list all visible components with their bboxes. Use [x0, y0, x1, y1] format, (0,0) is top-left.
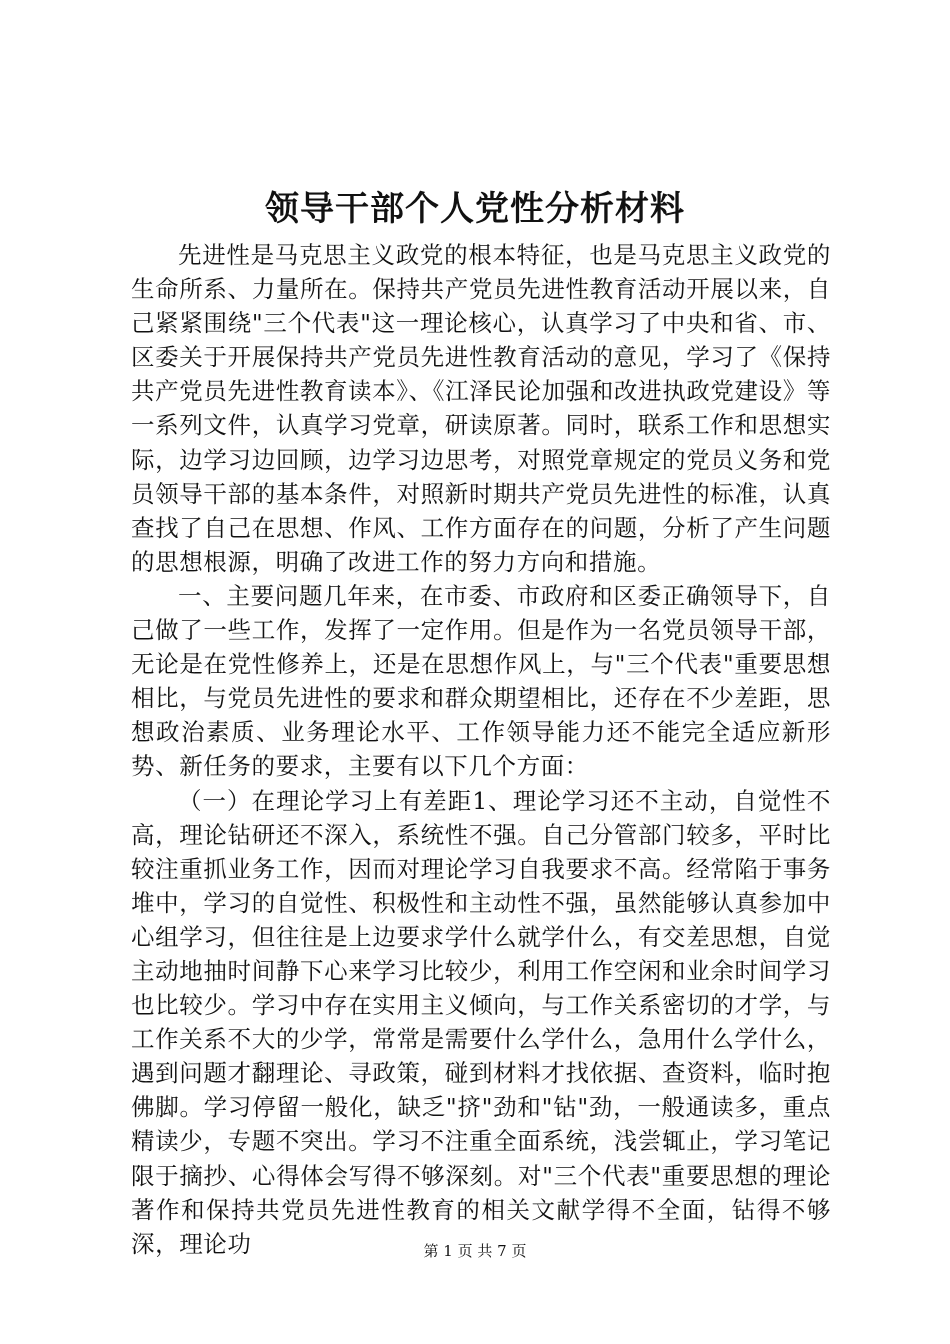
paragraph-theory-study: （一）在理论学习上有差距1、理论学习还不主动，自觉性不高，理论钻研还不深入，系统性不强。自己分管部门较多，平时比较注重抓业务工作，因而对理论学习自我要求不高。经常陷于事务堆中，学习的自觉性、积极性和主动性不强，虽然能够认真参加中心组学习，但往往是上边要求学什么就学什么，有交差思想，自觉主动地抽时间静下心来学习比较少，利用工作空闲和业余时间学习也比较少。学习中存在实用主义倾向，与工作关系密切的才学，与工作关系不大的少学，常常是需要什么学什么，急用什么学什么，遇到问题才翻理论、寻政策，碰到材料才找依据、查资料，临时抱佛脚。学习停留一般化，缺乏"挤"劲和"钻"劲，一般通读多，重点精读少，专题不突出。学习不注重全面系统，浅尝辄止，学习笔记限于摘抄、心得体会写得不够深刻。对"三个代表"重要思想的理论著作和保持共党员先进性教育的相关文献学得不全面，钻得不够深，理论功: [131, 786, 831, 1258]
paragraph-intro: 先进性是马克思主义政党的根本特征，也是马克思主义政党的生命所系、力量所在。保持共产党员先进性教育活动开展以来，自己紧紧围绕"三个代表"这一理论核心，认真学习了中央和省、市、区委关于开展保持共产党员先进性教育活动的意见，学习了《保持共产党员先进性教育读本》、《江泽民论加强和改进执政党建设》等一系列文件，认真学习党章，研读原著。同时，联系工作和思想实际，边学习边回顾，边学习边思考，对照党章规定的党员义务和党员领导干部的基本条件，对照新时期共产党员先进性的标准，认真查找了自己在思想、作风、工作方面存在的问题，分析了产生问题的思想根源，明确了改进工作的努力方向和措施。: [131, 241, 831, 576]
document-title: 领导干部个人党性分析材料: [265, 189, 685, 229]
document-body: [131, 238, 831, 1261]
paragraph-main-problems: 一、主要问题几年来，在市委、市政府和区委正确领导下，自己做了一些工作，发挥了一定作用。但是作为一名党员领导干部，无论是在党性修养上，还是在思想作风上，与"三个代表"重要思想相比，与党员先进性的要求和群众期望相比，还存在不少差距，思想政治素质、业务理论水平、工作领导能力还不能完全适应新形势、新任务的要求，主要有以下几个方面：: [131, 581, 831, 781]
page-number-footer: 第 1 页 共 7 页: [423, 1242, 527, 1260]
